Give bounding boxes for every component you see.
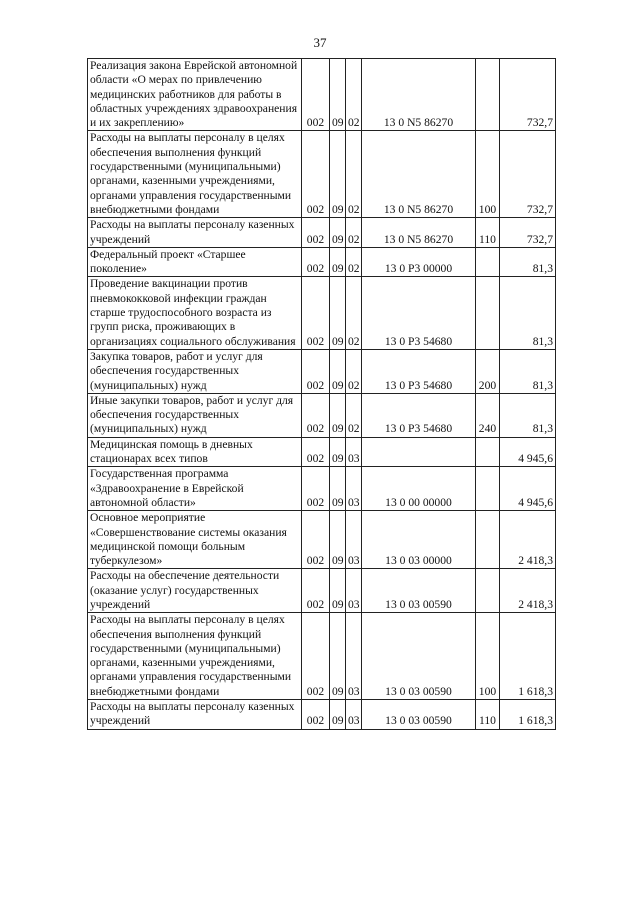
subsection-code-cell: 02	[346, 277, 362, 349]
expense-type-cell	[476, 247, 500, 277]
section-code-cell: 09	[330, 700, 346, 730]
ministry-code-cell: 002	[302, 467, 330, 511]
target-article-cell: 13 0 P3 54680	[362, 349, 476, 393]
subsection-code-cell: 03	[346, 569, 362, 613]
target-article-cell: 13 0 N5 86270	[362, 131, 476, 218]
section-code-cell: 09	[330, 247, 346, 277]
expense-type-cell	[476, 467, 500, 511]
target-article-cell: 13 0 N5 86270	[362, 59, 476, 131]
ministry-code-cell: 002	[302, 277, 330, 349]
section-code-cell: 09	[330, 218, 346, 248]
subsection-code-cell: 02	[346, 247, 362, 277]
amount-cell: 732,7	[500, 59, 556, 131]
section-code-cell: 09	[330, 59, 346, 131]
table-row	[88, 218, 556, 248]
section-code-cell: 09	[330, 511, 346, 569]
amount-cell: 2 418,3	[500, 569, 556, 613]
section-code-cell: 09	[330, 437, 346, 467]
ministry-code-cell: 002	[302, 349, 330, 393]
ministry-code-cell: 002	[302, 437, 330, 467]
table-row	[88, 437, 556, 467]
expense-type-cell	[476, 511, 500, 569]
row-name-cell: Расходы на выплаты персоналу в целях обеспечения выполнения функций государственными (муниципальными) органами, казенными учреждениями, органами управления государственными внебюджетными фондами	[88, 613, 302, 700]
table-row	[88, 277, 556, 349]
table-row	[88, 349, 556, 393]
row-name-cell: Государственная программа «Здравоохранение в Еврейской автономной области»	[88, 467, 302, 511]
amount-cell: 81,3	[500, 277, 556, 349]
target-article-cell: 13 0 P3 54680	[362, 277, 476, 349]
ministry-code-cell: 002	[302, 247, 330, 277]
expense-type-cell	[476, 437, 500, 467]
page-number: 37	[313, 35, 327, 50]
table-row	[88, 700, 556, 730]
section-code-cell: 09	[330, 277, 346, 349]
section-code-cell: 09	[330, 349, 346, 393]
section-code-cell: 09	[330, 467, 346, 511]
budget-table-body	[88, 59, 556, 730]
ministry-code-cell: 002	[302, 393, 330, 437]
subsection-code-cell: 03	[346, 700, 362, 730]
expense-type-cell	[476, 59, 500, 131]
section-code-cell: 09	[330, 569, 346, 613]
expense-type-cell	[476, 277, 500, 349]
subsection-code-cell: 03	[346, 467, 362, 511]
subsection-code-cell: 02	[346, 59, 362, 131]
row-name-cell: Закупка товаров, работ и услуг для обеспечения государственных (муниципальных) нужд	[88, 349, 302, 393]
ministry-code-cell: 002	[302, 511, 330, 569]
target-article-cell: 13 0 03 00590	[362, 613, 476, 700]
table-row	[88, 131, 556, 218]
ministry-code-cell: 002	[302, 131, 330, 218]
subsection-code-cell: 02	[346, 131, 362, 218]
target-article-cell: 13 0 P3 54680	[362, 393, 476, 437]
ministry-code-cell: 002	[302, 700, 330, 730]
row-name-cell: Расходы на выплаты персоналу казенных учреждений	[88, 218, 302, 248]
target-article-cell	[362, 437, 476, 467]
section-code-cell: 09	[330, 131, 346, 218]
expense-type-cell: 100	[476, 131, 500, 218]
subsection-code-cell: 02	[346, 393, 362, 437]
subsection-code-cell: 02	[346, 349, 362, 393]
table-row	[88, 569, 556, 613]
section-code-cell: 09	[330, 393, 346, 437]
row-name-cell: Иные закупки товаров, работ и услуг для обеспечения государственных (муниципальных) нужд	[88, 393, 302, 437]
expense-type-cell: 200	[476, 349, 500, 393]
target-article-cell: 13 0 00 00000	[362, 467, 476, 511]
table-row	[88, 511, 556, 569]
amount-cell: 81,3	[500, 349, 556, 393]
table-row	[88, 467, 556, 511]
amount-cell: 1 618,3	[500, 700, 556, 730]
ministry-code-cell: 002	[302, 59, 330, 131]
row-name-cell: Реализация закона Еврейской автономной области «О мерах по привлечению медицинских работников для работы в областных учреждениях здравоохранения и их закреплению»	[88, 59, 302, 131]
subsection-code-cell: 02	[346, 218, 362, 248]
row-name-cell: Проведение вакцинации против пневмококковой инфекции граждан старше трудоспособного возраста из групп риска, проживающих в организациях социального обслуживания	[88, 277, 302, 349]
subsection-code-cell: 03	[346, 437, 362, 467]
amount-cell: 732,7	[500, 218, 556, 248]
amount-cell: 732,7	[500, 131, 556, 218]
row-name-cell: Расходы на обеспечение деятельности (оказание услуг) государственных учреждений	[88, 569, 302, 613]
target-article-cell: 13 0 03 00000	[362, 511, 476, 569]
subsection-code-cell: 03	[346, 613, 362, 700]
target-article-cell: 13 0 03 00590	[362, 700, 476, 730]
expense-type-cell: 240	[476, 393, 500, 437]
amount-cell: 4 945,6	[500, 467, 556, 511]
target-article-cell: 13 0 N5 86270	[362, 218, 476, 248]
table-row	[88, 613, 556, 700]
expense-type-cell	[476, 569, 500, 613]
ministry-code-cell: 002	[302, 569, 330, 613]
amount-cell: 81,3	[500, 247, 556, 277]
table-row	[88, 393, 556, 437]
ministry-code-cell: 002	[302, 613, 330, 700]
ministry-code-cell: 002	[302, 218, 330, 248]
amount-cell: 4 945,6	[500, 437, 556, 467]
target-article-cell: 13 0 03 00590	[362, 569, 476, 613]
section-code-cell: 09	[330, 613, 346, 700]
row-name-cell: Основное мероприятие «Совершенствование системы оказания медицинской помощи больным туберкулезом»	[88, 511, 302, 569]
row-name-cell: Федеральный проект «Старшее поколение»	[88, 247, 302, 277]
table-row	[88, 59, 556, 131]
amount-cell: 81,3	[500, 393, 556, 437]
expense-type-cell: 110	[476, 700, 500, 730]
amount-cell: 2 418,3	[500, 511, 556, 569]
row-name-cell: Расходы на выплаты персоналу в целях обеспечения выполнения функций государственными (муниципальными) органами, казенными учреждениями, органами управления государственными внебюджетными фондами	[88, 131, 302, 218]
budget-table	[87, 58, 556, 730]
expense-type-cell: 100	[476, 613, 500, 700]
row-name-cell: Медицинская помощь в дневных стационарах всех типов	[88, 437, 302, 467]
expense-type-cell: 110	[476, 218, 500, 248]
row-name-cell: Расходы на выплаты персоналу казенных учреждений	[88, 700, 302, 730]
table-row	[88, 247, 556, 277]
subsection-code-cell: 03	[346, 511, 362, 569]
target-article-cell: 13 0 P3 00000	[362, 247, 476, 277]
amount-cell: 1 618,3	[500, 613, 556, 700]
